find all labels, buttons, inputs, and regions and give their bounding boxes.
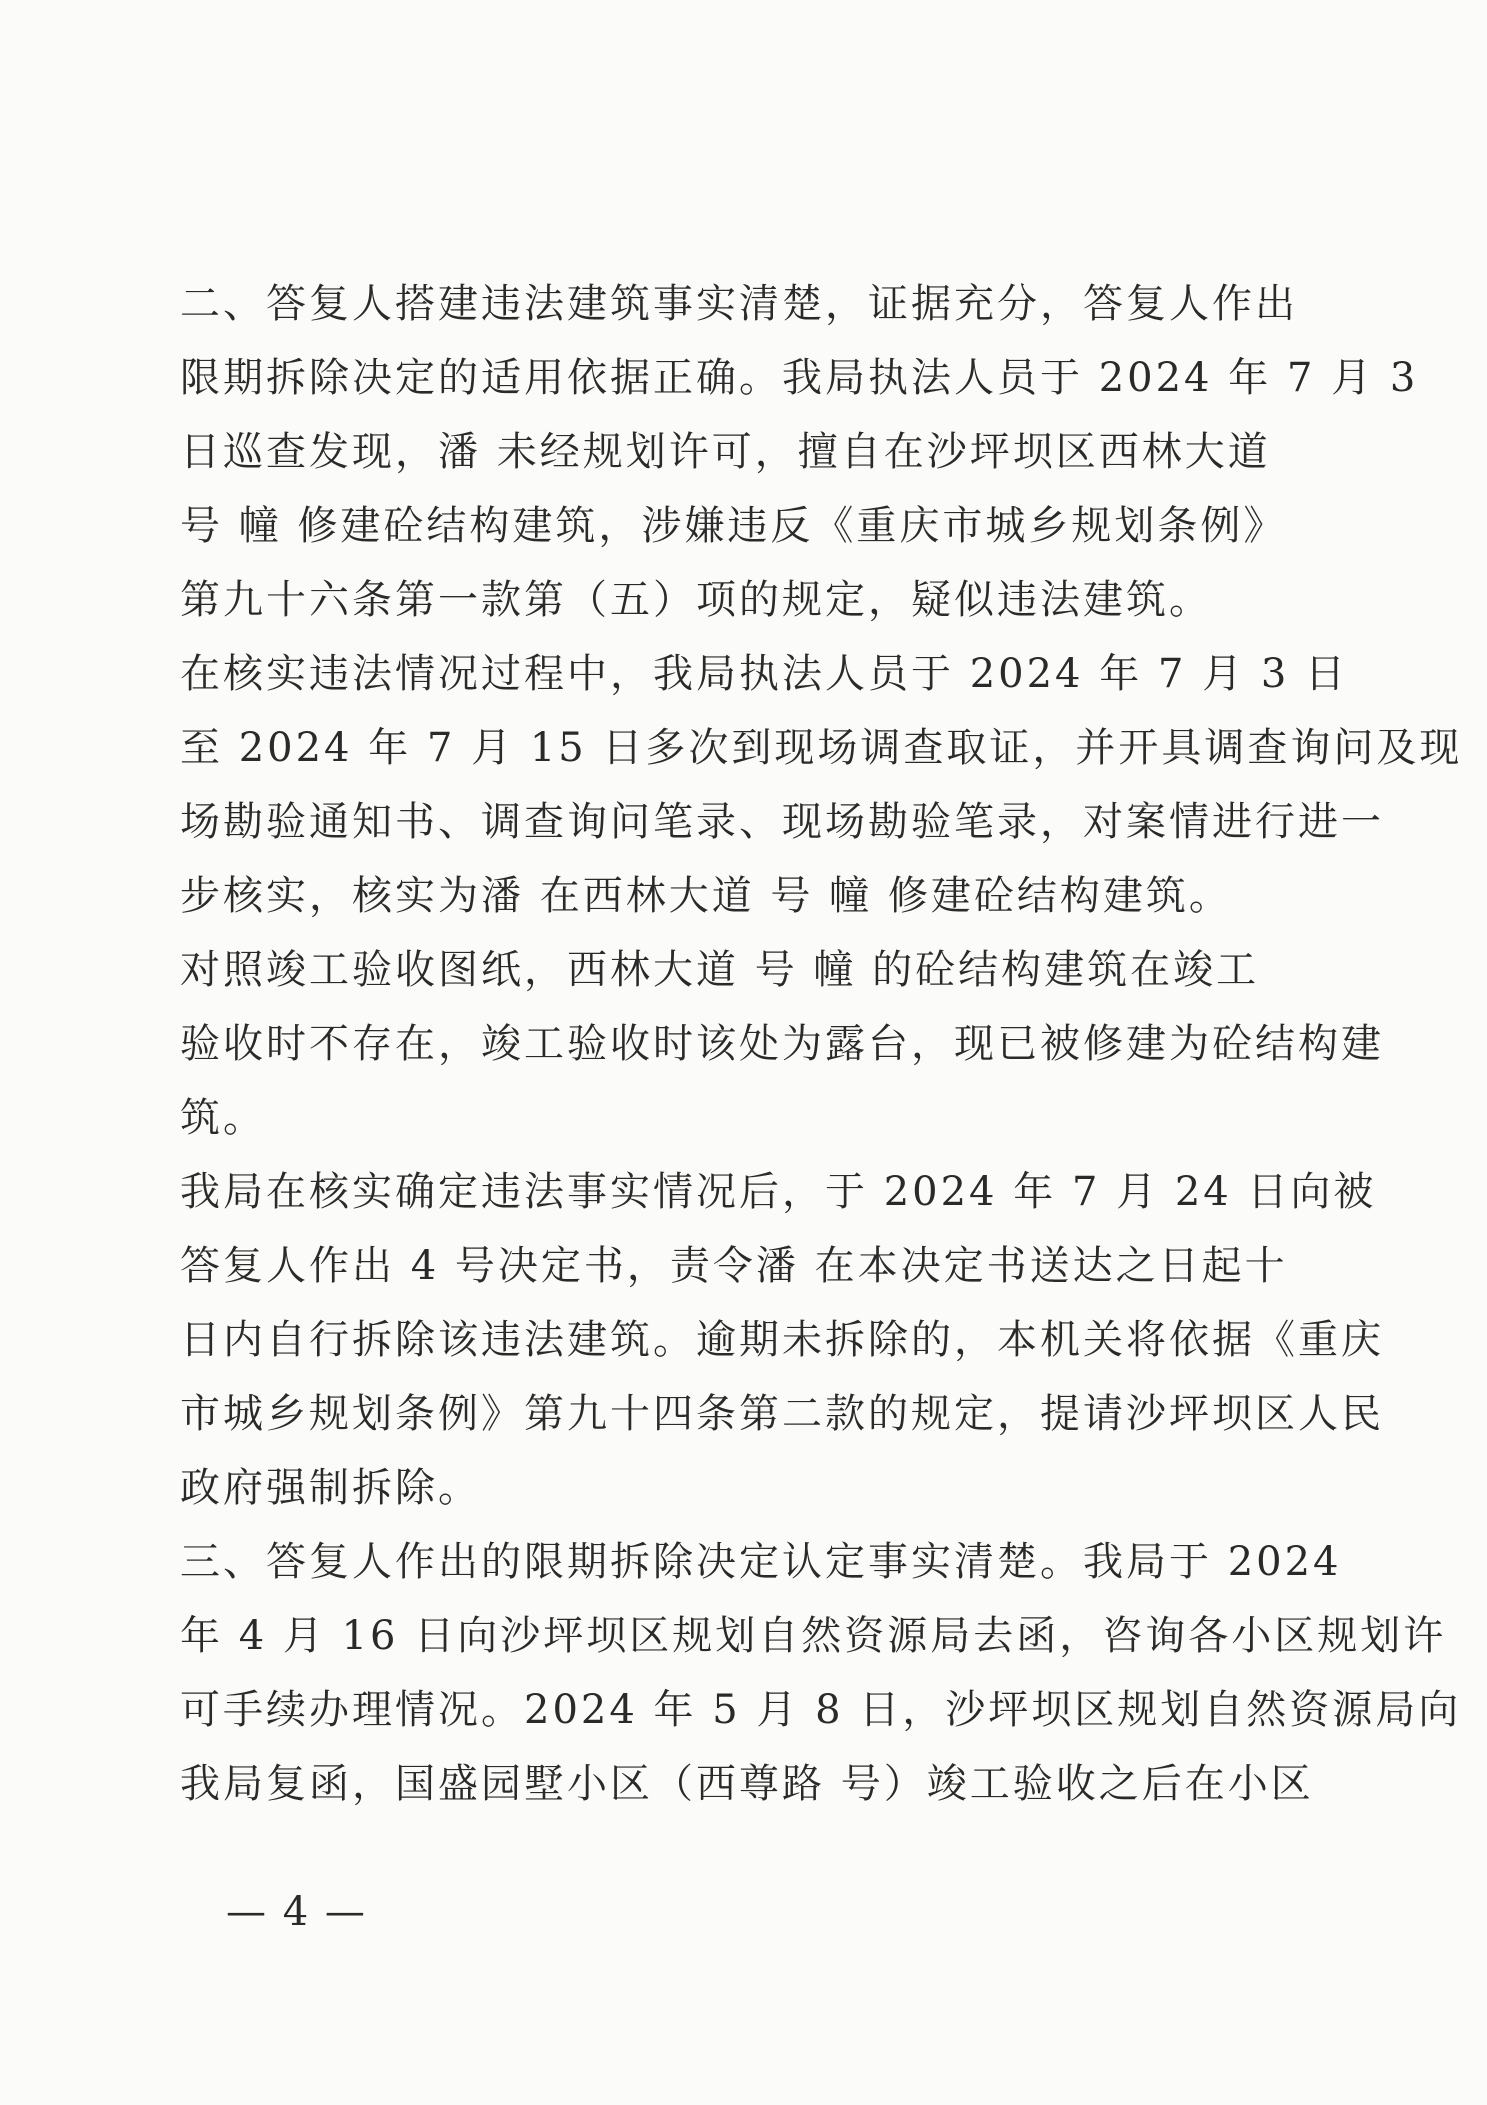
text-line: 验收时不存在，竣工验收时该处为露台，现已被修建为砼结构建 [180, 1021, 1384, 1067]
text-line: 我局在核实确定违法事实情况后，于 2024 年 7 月 24 日向被 [180, 1169, 1377, 1215]
text-line: 年 4 月 16 日向沙坪坝区规划自然资源局去函，咨询各小区规划许 [180, 1613, 1447, 1659]
text-line: 市城乡规划条例》第九十四条第二款的规定，提请沙坪坝区人民 [180, 1391, 1384, 1437]
text-line: 答复人作出 4 号决定书，责令潘 在本决定书送达之日起十 [180, 1243, 1288, 1289]
page-number: — 4 — [226, 1889, 367, 1935]
text-line: 号 幢 修建砼结构建筑，涉嫌违反《重庆市城乡规划条例》 [180, 503, 1287, 549]
text-line: 步核实，核实为潘 在西林大道 号 幢 修建砼结构建筑。 [180, 873, 1232, 919]
text-line: 二、答复人搭建违法建筑事实清楚，证据充分，答复人作出 [180, 281, 1298, 327]
text-line: 对照竣工验收图纸，西林大道 号 幢 的砼结构建筑在竣工 [180, 947, 1260, 993]
text-line: 日巡查发现，潘 未经规划许可，擅自在沙坪坝区西林大道 [180, 429, 1271, 475]
text-line: 可手续办理情况。2024 年 5 月 8 日，沙坪坝区规划自然资源局向 [180, 1687, 1462, 1733]
text-line: 三、答复人作出的限期拆除决定认定事实清楚。我局于 2024 [180, 1539, 1342, 1585]
text-line: 我局复函，国盛园墅小区（西尊路 号）竣工验收之后在小区 [180, 1761, 1314, 1807]
text-line: 第九十六条第一款第（五）项的规定，疑似违法建筑。 [180, 577, 1212, 623]
text-line: 至 2024 年 7 月 15 日多次到现场调查取证，并开具调查询问及现 [180, 725, 1463, 771]
text-line: 限期拆除决定的适用依据正确。我局执法人员于 2024 年 7 月 3 [180, 355, 1419, 401]
text-line: 在核实违法情况过程中，我局执法人员于 2024 年 7 月 3 日 [180, 651, 1348, 697]
text-line: 日内自行拆除该违法建筑。逾期未拆除的，本机关将依据《重庆 [180, 1317, 1384, 1363]
text-line: 筑。 [180, 1095, 266, 1141]
text-line: 政府强制拆除。 [180, 1465, 481, 1511]
text-line: 场勘验通知书、调查询问笔录、现场勘验笔录，对案情进行进一 [180, 799, 1384, 845]
